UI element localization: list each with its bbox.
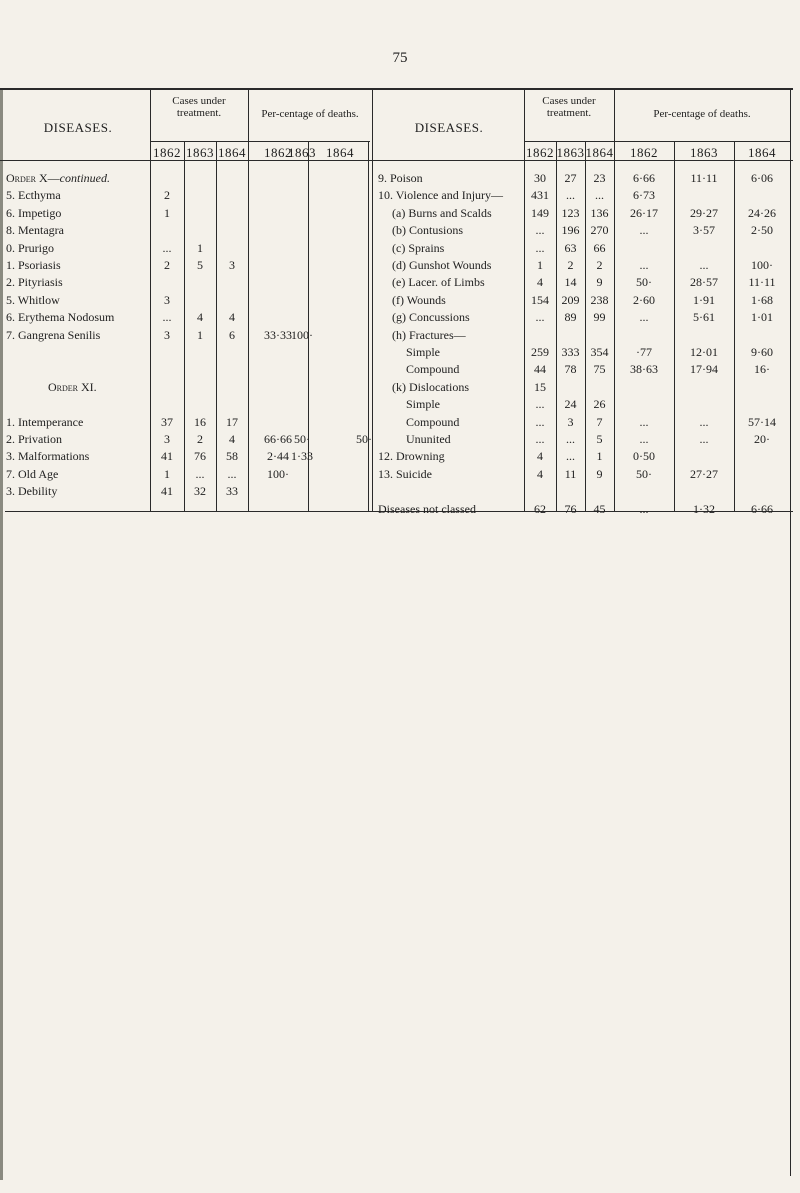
death-percent-cell: 6·06: [751, 171, 773, 185]
case-count-cell: ...: [227, 467, 237, 481]
year-header: 1864: [585, 145, 614, 160]
death-percent-cell: 12·01: [690, 345, 718, 359]
case-count-cell: 3: [164, 293, 170, 307]
percent-header-right: Per-centage of deaths.: [653, 108, 751, 120]
row-label: 13. Suicide: [378, 467, 432, 481]
case-count-cell: 26: [593, 397, 606, 411]
case-count-cell: 45: [593, 502, 606, 516]
percent-header-left: Per-centage of deaths.: [261, 108, 359, 120]
year-rule-left-cases: [150, 141, 370, 142]
row-label: (g) Concussions: [392, 310, 470, 324]
vrule: [674, 141, 675, 511]
page-number: 75: [392, 50, 408, 66]
case-count-cell: ...: [535, 310, 545, 324]
case-count-cell: 75: [593, 362, 606, 376]
death-percent-cell: ·77: [636, 345, 652, 359]
year-header: 1863: [288, 145, 316, 160]
case-count-cell: 2: [164, 258, 170, 272]
case-count-cell: 14: [564, 275, 577, 289]
death-percent-cell: 57·14: [748, 415, 776, 429]
case-count-cell: 76: [194, 449, 206, 463]
case-count-cell: ...: [566, 188, 575, 202]
case-count-cell: 209: [561, 293, 580, 307]
row-label: Order XI.: [48, 380, 97, 394]
case-count-cell: 136: [590, 206, 609, 220]
case-count-cell: 9: [596, 467, 603, 481]
death-percent-cell: 6·73: [633, 188, 655, 202]
case-count-cell: 7: [596, 415, 603, 429]
death-percent-cell: 100·: [267, 467, 289, 481]
death-percent-cell: 24·26: [748, 206, 776, 220]
case-count-cell: 154: [531, 293, 549, 307]
year-header: 1862: [630, 145, 658, 160]
case-count-cell: 63: [564, 241, 577, 255]
row-label: 7. Old Age: [6, 467, 59, 481]
case-count-cell: 1: [164, 467, 170, 481]
death-percent-cell: 3·57: [693, 223, 715, 237]
row-label: 2. Privation: [6, 432, 62, 446]
case-count-cell: 15: [534, 380, 546, 394]
case-count-cell: 33: [226, 484, 238, 498]
case-count-cell: 27: [564, 171, 577, 185]
case-count-cell: 196: [561, 223, 580, 237]
case-count-cell: 66: [593, 241, 606, 255]
year-header: 1863: [556, 145, 585, 160]
case-count-cell: 4: [229, 310, 235, 324]
case-count-cell: 58: [226, 449, 238, 463]
case-count-cell: ...: [566, 432, 575, 446]
death-percent-cell: ...: [639, 310, 649, 324]
death-percent-cell: 20·: [754, 432, 770, 446]
death-percent-cell: 1·32: [693, 502, 715, 516]
case-count-cell: 32: [194, 484, 206, 498]
case-count-cell: 270: [590, 223, 609, 237]
case-count-cell: 4: [229, 432, 235, 446]
death-percent-cell: 100·: [751, 258, 773, 272]
case-count-cell: 41: [161, 449, 173, 463]
case-count-cell: 62: [534, 502, 546, 516]
row-label: 1. Psoriasis: [6, 258, 61, 272]
death-percent-cell: 33·33: [264, 328, 292, 342]
row-label: (k) Dislocations: [392, 380, 469, 394]
death-percent-cell: ...: [639, 502, 649, 516]
death-percent-cell: ...: [699, 415, 709, 429]
case-count-cell: ...: [162, 310, 172, 324]
death-percent-cell: 11·11: [690, 171, 718, 185]
case-count-cell: 16: [194, 415, 206, 429]
death-percent-cell: ...: [639, 415, 649, 429]
death-percent-cell: 9·60: [751, 345, 773, 359]
year-header: 1864: [218, 145, 246, 160]
case-count-cell: ...: [535, 241, 545, 255]
case-count-cell: 238: [590, 293, 609, 307]
case-count-cell: ...: [535, 415, 545, 429]
death-percent-cell: 66·66: [264, 432, 292, 446]
case-count-cell: 99: [593, 310, 606, 324]
row-label: 5. Ecthyma: [6, 188, 61, 202]
death-percent-cell: 38·63: [630, 362, 658, 376]
death-percent-cell: 26·17: [630, 206, 658, 220]
row-label: 12. Drowning: [378, 449, 445, 463]
case-count-cell: 3: [164, 432, 170, 446]
case-count-cell: ...: [535, 432, 545, 446]
row-label: Simple: [406, 345, 441, 359]
case-count-cell: ...: [195, 467, 205, 481]
case-count-cell: 2: [567, 258, 574, 272]
case-count-cell: 354: [590, 345, 609, 359]
death-percent-cell: 50·: [356, 432, 372, 446]
case-count-cell: ...: [566, 449, 575, 463]
case-count-cell: 4: [537, 449, 543, 463]
case-count-cell: 11: [564, 467, 577, 481]
vrule: [734, 141, 735, 511]
year-rule-right: [524, 141, 790, 142]
row-label: 2. Pityriasis: [6, 275, 63, 289]
death-percent-cell: 2·50: [751, 223, 773, 237]
death-percent-cell: 11·11: [748, 275, 776, 289]
case-count-cell: 1: [537, 258, 543, 272]
diseases-header-left: DISEASES.: [43, 120, 113, 135]
case-count-cell: 78: [564, 362, 577, 376]
top-rule: [0, 88, 793, 90]
case-count-cell: 37: [161, 415, 173, 429]
case-count-cell: ...: [535, 397, 545, 411]
row-label: (e) Lacer. of Limbs: [392, 275, 485, 289]
row-label: Ununited: [406, 432, 451, 446]
death-percent-cell: 50·: [294, 432, 310, 446]
cases-header-right: Cases under treatment.: [542, 95, 596, 119]
case-count-cell: 333: [561, 345, 580, 359]
death-percent-cell: 17·94: [690, 362, 718, 376]
row-label: 7. Gangrena Senilis: [6, 328, 101, 342]
death-percent-cell: 2·44: [267, 449, 289, 463]
row-label: 1. Intemperance: [6, 415, 84, 429]
cases-header-left: Cases under treatment.: [172, 95, 226, 119]
row-label: 6. Impetigo: [6, 206, 62, 220]
year-header: 1862: [526, 145, 554, 160]
case-count-cell: 30: [534, 171, 546, 185]
row-label: Compound: [406, 362, 460, 376]
case-count-cell: ...: [595, 188, 604, 202]
case-count-cell: 17: [226, 415, 238, 429]
death-percent-cell: ...: [699, 432, 709, 446]
death-percent-cell: 27·27: [690, 467, 718, 481]
case-count-cell: 76: [564, 502, 577, 516]
case-count-cell: 3: [229, 258, 235, 272]
case-count-cell: 149: [531, 206, 549, 220]
row-label: 5. Whitlow: [6, 293, 60, 307]
death-percent-cell: 5·61: [693, 310, 715, 324]
row-label: 0. Prurigo: [6, 241, 54, 255]
death-percent-cell: ...: [639, 258, 649, 272]
case-count-cell: 2: [164, 188, 170, 202]
year-header: 1864: [326, 145, 354, 160]
case-count-cell: 6: [229, 328, 235, 342]
year-header: 1862: [264, 145, 292, 160]
death-percent-cell: 100·: [291, 328, 313, 342]
vrule: [368, 141, 369, 511]
row-label: Simple: [406, 397, 441, 411]
case-count-cell: 2: [596, 258, 603, 272]
death-percent-cell: ...: [639, 432, 649, 446]
row-label: Order X—continued.: [6, 171, 110, 185]
case-count-cell: 41: [161, 484, 173, 498]
row-label: 6. Erythema Nodosum: [6, 310, 115, 324]
year-header: 1862: [153, 145, 181, 160]
death-percent-cell: ...: [699, 258, 709, 272]
vrule: [372, 88, 373, 511]
case-count-cell: 1: [164, 206, 170, 220]
death-percent-cell: 1·01: [751, 310, 773, 324]
case-count-cell: 44: [534, 362, 546, 376]
death-percent-cell: 50·: [636, 275, 652, 289]
year-header: 1863: [186, 145, 214, 160]
case-count-cell: ...: [162, 241, 172, 255]
death-percent-cell: 16·: [754, 362, 770, 376]
case-count-cell: 5: [596, 432, 603, 446]
death-percent-cell: 1·91: [693, 293, 715, 307]
case-count-cell: 89: [564, 310, 577, 324]
case-count-cell: 3: [567, 415, 574, 429]
death-percent-cell: ...: [639, 223, 649, 237]
row-label: (a) Burns and Scalds: [392, 206, 492, 220]
row-label: 9. Poison: [378, 171, 423, 185]
row-label: 3. Malformations: [6, 449, 90, 463]
death-percent-cell: 1·68: [751, 293, 773, 307]
death-percent-cell: 6·66: [751, 502, 773, 516]
row-label: (f) Wounds: [392, 293, 446, 307]
year-header: 1864: [748, 145, 776, 160]
case-count-cell: 2: [197, 432, 203, 446]
case-count-cell: 4: [197, 310, 203, 324]
case-count-cell: 431: [531, 188, 549, 202]
case-count-cell: 3: [164, 328, 170, 342]
case-count-cell: ...: [535, 223, 545, 237]
data-table: [0, 88, 800, 1168]
case-count-cell: 1: [596, 449, 603, 463]
case-count-cell: 1: [197, 241, 203, 255]
row-label: 10. Violence and Injury—: [378, 188, 504, 202]
case-count-cell: 4: [537, 467, 543, 481]
row-label: (c) Sprains: [392, 241, 445, 255]
death-percent-cell: 1·33: [291, 449, 313, 463]
death-percent-cell: 0·50: [633, 449, 655, 463]
row-label: Compound: [406, 415, 460, 429]
diseases-header-right: DISEASES.: [414, 120, 484, 135]
row-label: (d) Gunshot Wounds: [392, 258, 492, 272]
case-count-cell: 24: [564, 397, 577, 411]
case-count-cell: 23: [593, 171, 606, 185]
death-percent-cell: 28·57: [690, 275, 718, 289]
case-count-cell: 259: [531, 345, 549, 359]
row-label: 3. Debility: [6, 484, 58, 498]
case-count-cell: 123: [561, 206, 580, 220]
case-count-cell: 5: [197, 258, 203, 272]
death-percent-cell: 6·66: [633, 171, 655, 185]
death-percent-cell: 2·60: [633, 293, 655, 307]
row-label: (h) Fractures—: [392, 328, 466, 342]
death-percent-cell: 50·: [636, 467, 652, 481]
death-percent-cell: 29·27: [690, 206, 718, 220]
case-count-cell: 1: [197, 328, 203, 342]
case-count-cell: 9: [596, 275, 603, 289]
row-label: Diseases not classed: [378, 502, 476, 516]
row-label: (b) Contusions: [392, 223, 464, 237]
case-count-cell: 4: [537, 275, 543, 289]
year-header: 1863: [690, 145, 718, 160]
row-label: 8. Mentagra: [6, 223, 64, 237]
right-border: [790, 88, 791, 1176]
